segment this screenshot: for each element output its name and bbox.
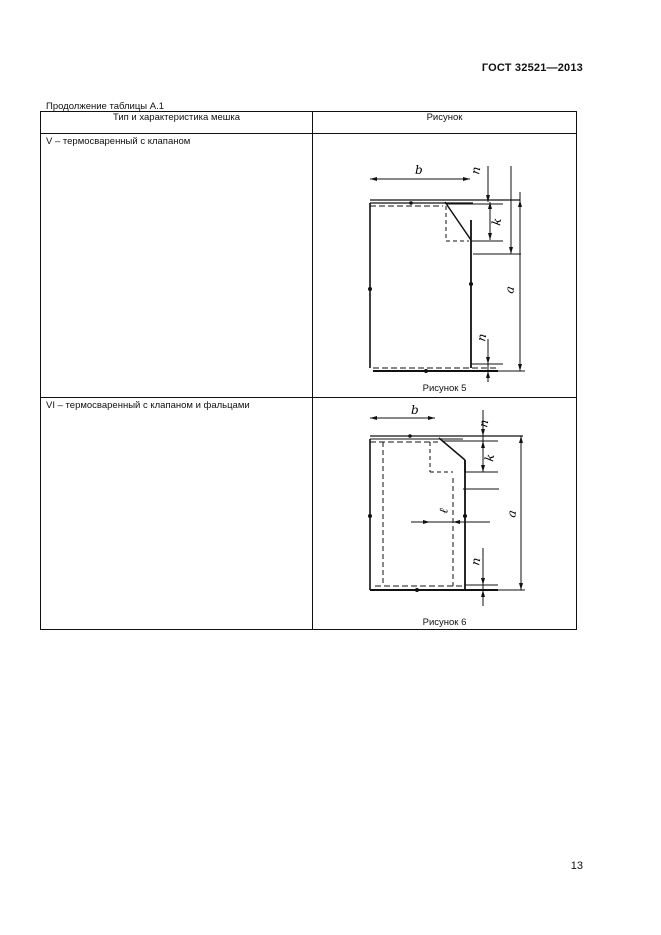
- figure-cell: [313, 398, 577, 630]
- page-number: 13: [570, 860, 583, 872]
- column-header-figure: Рисунок: [313, 112, 577, 134]
- dimension-label-a: a: [502, 285, 518, 295]
- bag-type-description: V – термосваренный с клапаном: [46, 136, 191, 147]
- dimension-label-k: k: [489, 216, 505, 227]
- dimension-label-n-top: n: [476, 418, 492, 429]
- figure-cell: [313, 134, 577, 398]
- figure-caption: Рисунок 6: [422, 617, 467, 628]
- dimension-label-l: ℓ: [436, 507, 451, 515]
- dimension-label-k: k: [482, 452, 498, 463]
- table-header-row: [41, 112, 577, 134]
- dimension-label-n-bottom: n: [468, 556, 484, 567]
- bag-type-description: VI – термосваренный с клапаном и фальцами: [46, 400, 250, 411]
- bag-types-table: [40, 111, 577, 630]
- bag-drawing-figure-5: [313, 134, 578, 398]
- standard-code: ГОСТ 32521—2013: [481, 62, 583, 74]
- dimension-label-b: b: [411, 403, 419, 417]
- dimension-label-b: b: [415, 163, 423, 177]
- figure-caption: Рисунок 5: [422, 383, 467, 394]
- table-row: [41, 398, 577, 630]
- table-row: [41, 134, 577, 398]
- bag-drawing-figure-6: [313, 398, 578, 630]
- type-cell: [41, 398, 313, 630]
- column-header-type: Тип и характеристика мешка: [41, 112, 313, 134]
- table-continuation-caption: Продолжение таблицы А.1: [46, 101, 165, 112]
- dimension-label-n-top: n: [468, 165, 484, 176]
- type-cell: [41, 134, 313, 398]
- dimension-label-a: a: [504, 509, 520, 519]
- dimension-label-n-bottom: n: [474, 332, 490, 343]
